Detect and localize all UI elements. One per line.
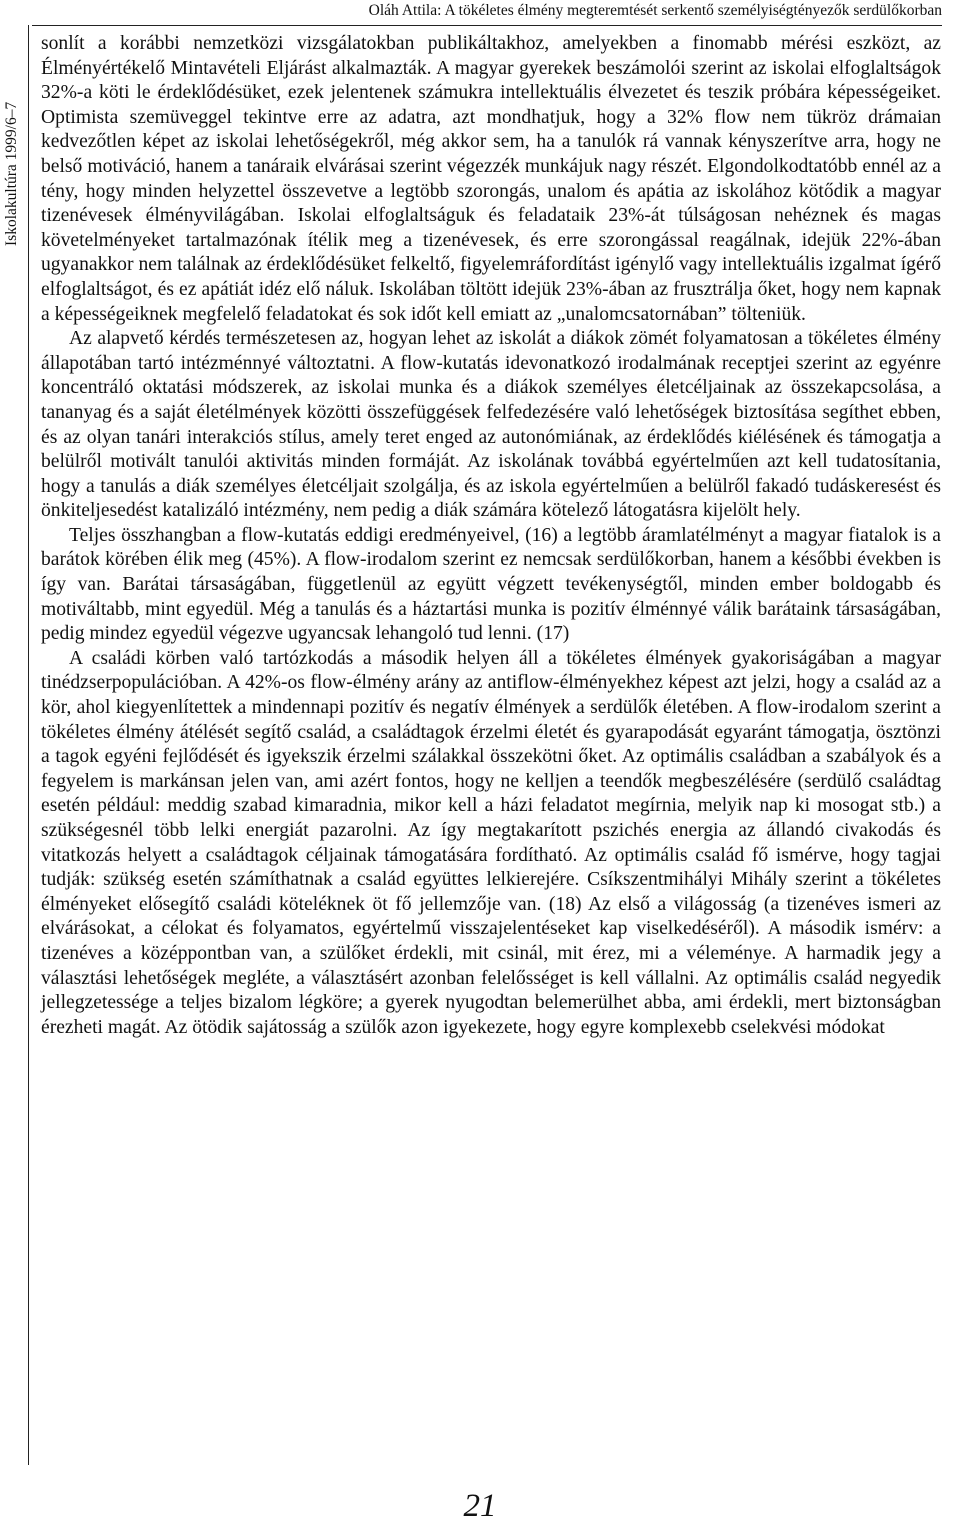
- page-number: 21: [463, 1488, 497, 1524]
- margin-rule: [28, 25, 29, 1465]
- body-paragraph: sonlít a korábbi nemzetközi vizsgálatokban publikáltakhoz, amelyekben a finomabb mérési eszközt, az Élményértékelő Mintavételi Eljárást alkalmazták. A magyar gyerekek beszámolói szerint az iskolai elfoglaltságok 32%-a köti le érdeklődésüket, ezek jelentenek számukra intellektuális élvezetet és teszik próbára képességeiket. Optimista szemüveggel tekintve erre az adatra, azt mondhatjuk, hogy a 32% flow nem tükröz drámaian kedvezőtlen képet az iskolai lehetőségekről, még akkor sem, ha a tanulók rá vannak kényszerítve arra, hogy ne belső motiváció, hanem a tanáraik elvárásai szerint végezzék munkájuk nagy részét. Elgondolkodtatóbb ennél az a tény, hogy minden helyzettel összevetve a legtöbb szorongás, unalom és apátia az iskolához kötődik a magyar tizenévesek élményvilágában. Iskolai elfoglaltságuk és feladataik 23%-át túlságosan nehéznek és magas követelményeket tartalmazónak ítélik meg a tizenévesek, és erre szorongással reagálnak, idejük 22%-ában ugyanakkor nem találnak az érdeklődésüket felkeltő, figyelemráfordítást igénylő vagy intellektuális izgalmat ígérő elfoglaltságot, és ez apátiát idéz elő náluk. Iskolában töltött idejük 23%-ában az frusztrálja őket, hogy nem kapnak a képességeiknek megfelelő feladatokat és sok időt kell emiatt az „unalomcsatornában” tölteniük.: [41, 33, 941, 325]
- header-rule: [32, 25, 942, 26]
- article-body: [41, 32, 941, 1040]
- body-paragraph: Az alapvető kérdés természetesen az, hogyan lehet az iskolát a diákok zömét folyamatosan a tökéletes élmény állapotában tartó intézménnyé változtatni. A flow-kutatás idevonatkozó irodalmának receptjei szerint az egyénre koncentráló oktatási módszerek, az iskolai munka és a diákok személyes életcéljainak az összekapcsolása, a tananyag és a saját életélmények közötti összefüggések felfedezésére való lehetőségek biztosítása segíthet ebben, és az olyan tanári interakciós stílus, amely teret enged az autonómiának, az érdeklődés kiélésének és támogatja a belülről motivált tanulói aktivitás minden formáját. Az iskolának továbbá egyértelműen azt kell tudatosítania, hogy a tanulás a diák személyes életcéljait szolgálja, és az iskola egyértelműen a belülről fakadó tudáskeresést és önkiteljesedést katalizáló intézmény, nem pedig a diák számára kötelező látogatásra kijelölt hely.: [41, 328, 941, 522]
- body-paragraph: Teljes összhangban a flow-kutatás eddigi eredményeivel, (16) a legtöbb áramlatélményt a magyar fiatalok is a barátok körében élik meg (45%). A flow-irodalom szerint ez nemcsak serdülőkorban, hanem a későbbi években is így van. Barátai társaságában, függetlenül az együtt végzett tevékenységtől, minden ember boldogabb és motiváltabb, mint egyedül. Még a tanulás és a háztartási munka is pozitív élménnyé válik barátaink társaságában, pedig mindez egyedül végezve ugyancsak lehangoló tud lenni. (17): [41, 524, 941, 645]
- running-head: Oláh Attila: A tökéletes élmény megteremtését serkentő személyiségtényezők serdülőkorban: [368, 2, 942, 19]
- body-paragraph: A családi körben való tartózkodás a második helyen áll a tökéletes élmények gyakoriságában a magyar tinédzserpopulációban. A 42%-os flow-élmény arány az antiflow-élményekhez képest azt jelzi, hogy a család az a kör, ahol kiegyenlítettek a mindennapi pozitív és negatív élmények a serdülők életében. A flow-irodalom szerint a tökéletes élmény átélését segítő család, a családtagok érzelmi életét és gyarapodását egyaránt támogatja, ösztönzi a tagok egyéni fejlődését és igyekszik érzelmi szálakkal összekötni őket. Az optimális családban a szabályok és a fegyelem is markánsan jelen van, ami azért fontos, hogy ne kelljen a teendők megbeszélésére (serdülő családtag esetén például: meddig szabad kimaradnia, mikor kell a házi feladatot megírnia, melyik nap ki mosogat stb.) a szükségesnél több lelki energiát pazarolni. Az így megtakarított pszichés energia az állandó civakodás és vitatkozás helyett a családtagok céljainak támogatására fordítható. Az optimális család fő ismérve, hogy tagjai tudják: szükség esetén számíthatnak a család együttes lelkierejére. Csíkszentmihályi Mihály szerint a tökéletes élményeket elősegítő családi köteléknek öt fő jellemzője van. (18) Az első a világosság (a tizenéves ismeri az elvárásokat, a célokat és folyamatos, egyértelmű visszajelentéseket kap viselkedéséről). A második ismérv: a tizenéves a középpontban van, a szülőket érdekli, mit csinál, mit érez, mi a véleménye. A harmadik jegy a választási lehetőségek megléte, a választásért azonban felelősséget is kell vállalni. Az optimális család negyedik jellegzetessége a teljes bizalom légköre; a gyerek nyugodtan belemerülhet abba, ami érdekli, mert biztonságban érezheti magát. Az ötödik sajátosság a szülők azon igyekezete, hogy egyre komplexebb cselekvési módokat: [41, 647, 941, 1038]
- journal-side-label: Iskolakultúra 1999/6–7: [3, 101, 20, 246]
